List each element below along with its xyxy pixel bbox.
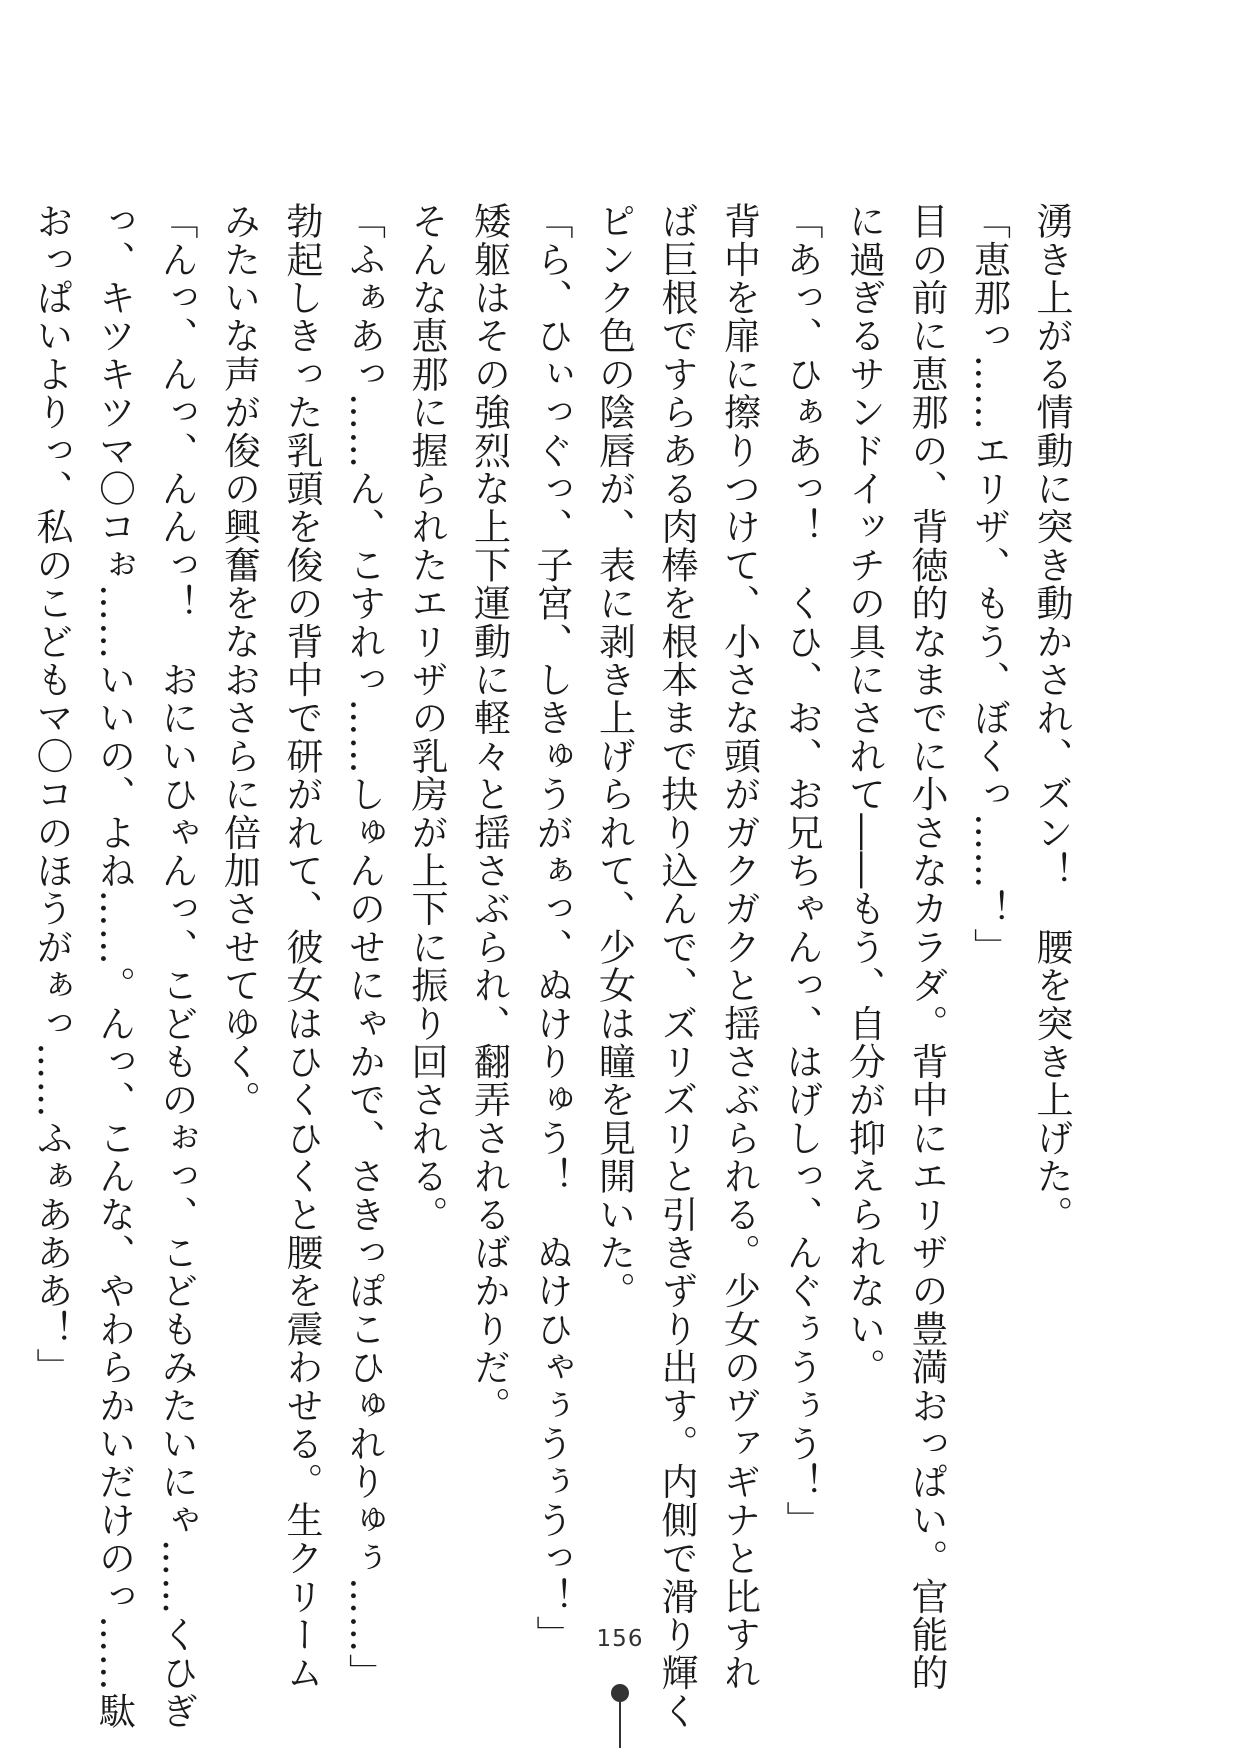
text-line: おっぱいよりっ、私のこどもマ〇コのほうがぁっ……ふぁあああ！」 [30, 202, 73, 1387]
text-line: 「ふぁあっ……ん、こすれっ……しゅんのせにゃかで、さきっぽこひゅれりゅぅ……」 [342, 202, 386, 1692]
text-line: 「ら、ひぃっぐっ、子宮、しきゅうがぁっ、ぬけりゅう！ ぬけひゃぅうぅうっ！」 [530, 202, 573, 1654]
text-line: 湧き上がる情動に突き動かされ、ズン！ 腰を突き上げた。 [1030, 202, 1073, 1234]
text-line: に過ぎるサンドイッチの具にされて――もう、自分が抑えられない。 [842, 202, 886, 1387]
text-line: 勃起しきった乳頭を俊の背中で研がれて、彼女はひくひくと腰を震わせる。生クリーム [280, 202, 323, 1692]
text-line: 矮躯はその強烈な上下運動に軽々と揺さぶられ、翻弄されるばかりだ。 [467, 202, 511, 1425]
ornament-line [619, 1700, 621, 1748]
text-line: っ、キツキツマ〇コぉ……いいの、よね……。んっ、こんな、やわらかいだけのっ……駄 [92, 202, 136, 1730]
text-line: ピンク色の陰唇が、表に剥き上げられて、少女は瞳を見開いた。 [592, 202, 636, 1310]
page-ornament-icon [611, 1684, 629, 1748]
text-line: 「恵那っ……エリザ、もう、ぼくっ……！」 [967, 202, 1011, 966]
text-line: ば巨根ですらある肉棒を根本まで抉り込んで、ズリズリと引きずり出す。内側で滑り輝く [655, 202, 698, 1730]
text-line: みたいな声が俊の興奮をなおさらに倍加させてゆく。 [217, 202, 261, 1119]
text-line: そんな恵那に握られたエリザの乳房が上下に振り回される。 [405, 202, 448, 1234]
text-line: 「あっ、ひぁあっ！ くひ、お、お兄ちゃんっ、はげしっ、んぐぅうぅう！」 [780, 202, 823, 1539]
text-line: 「んっ、んっ、んんっ！ おにいひゃんっ、こどものぉっ、こどもみたいにゃ……くひぎ [155, 202, 198, 1730]
text-line: 目の前に恵那の、背徳的なまでに小さなカラダ。背中にエリザの豊満おっぱい。官能的 [905, 202, 948, 1692]
page-number: 156 [596, 1626, 644, 1652]
text-line: 背中を扉に擦りつけて、小さな頭がガクガクと揺さぶられる。少女のヴァギナと比すれ [717, 202, 761, 1692]
